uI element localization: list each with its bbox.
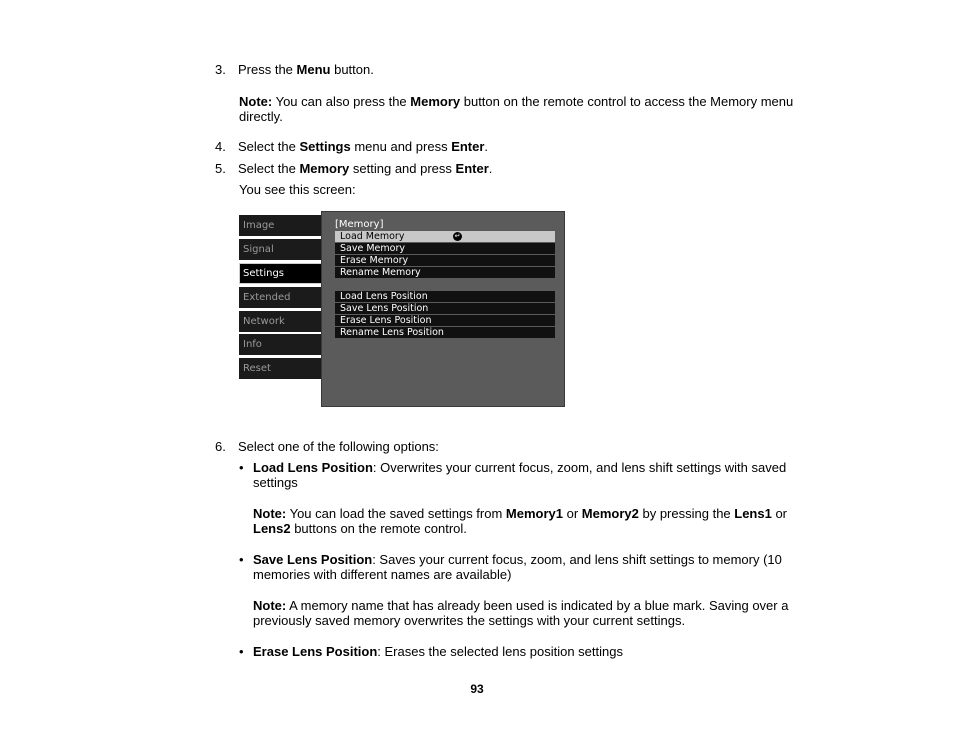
menu-item-settings: Settings: [239, 263, 327, 284]
step-number: 4.: [215, 139, 226, 154]
menu-item-signal: Signal: [239, 239, 321, 260]
memory-submenu-title: [Memory]: [335, 219, 384, 230]
note-memory-name-mark: Note: A memory name that has already been used is indicated by a blue mark. Saving over a previously saved memory overwrites the settings with your current settings.: [253, 598, 789, 628]
step-number: 5.: [215, 161, 226, 176]
submenu-erase-lens-position: Erase Lens Position: [335, 315, 555, 326]
bullet-dot: •: [239, 460, 244, 475]
enter-icon: ↵: [454, 232, 461, 240]
submenu-save-lens-position: Save Lens Position: [335, 303, 555, 314]
memory-menu-screenshot: [239, 211, 565, 407]
note-load-saved-settings: Note: You can load the saved settings from Memory1 or Memory2 by pressing the Lens1 or Lens2 buttons on the remote control.: [253, 506, 788, 536]
menu-item-image: Image: [239, 215, 321, 236]
submenu-load-memory: Load Memory ↵: [335, 231, 555, 242]
step-6: 6. Select one of the following options:: [215, 439, 439, 454]
menu-item-extended: Extended: [239, 287, 321, 308]
submenu-save-memory: Save Memory: [335, 243, 555, 254]
step-5: 5. Select the Memory setting and press Enter.: [215, 161, 493, 176]
submenu-load-lens-position: Load Lens Position: [335, 291, 555, 302]
submenu-rename-lens-position: Rename Lens Position: [335, 327, 555, 338]
menu-item-info: Info: [239, 334, 321, 355]
page-number: 93: [470, 682, 484, 696]
note-memory-button: Note: You can also press the Memory button on the remote control to access the Memory menu directly.: [239, 94, 794, 124]
submenu-rename-memory: Rename Memory: [335, 267, 555, 278]
menu-item-network: Network: [239, 311, 321, 332]
see-screen-text: You see this screen:: [239, 182, 356, 197]
bullet-dot: •: [239, 552, 244, 567]
step-number: 6.: [215, 439, 226, 454]
step-4: 4. Select the Settings menu and press Enter.: [215, 139, 489, 154]
menu-item-reset: Reset: [239, 358, 321, 379]
submenu-erase-memory: Erase Memory: [335, 255, 555, 266]
bullet-dot: •: [239, 644, 244, 659]
step-3: 3. Press the Menu button.: [215, 62, 374, 77]
step-number: 3.: [215, 62, 226, 77]
